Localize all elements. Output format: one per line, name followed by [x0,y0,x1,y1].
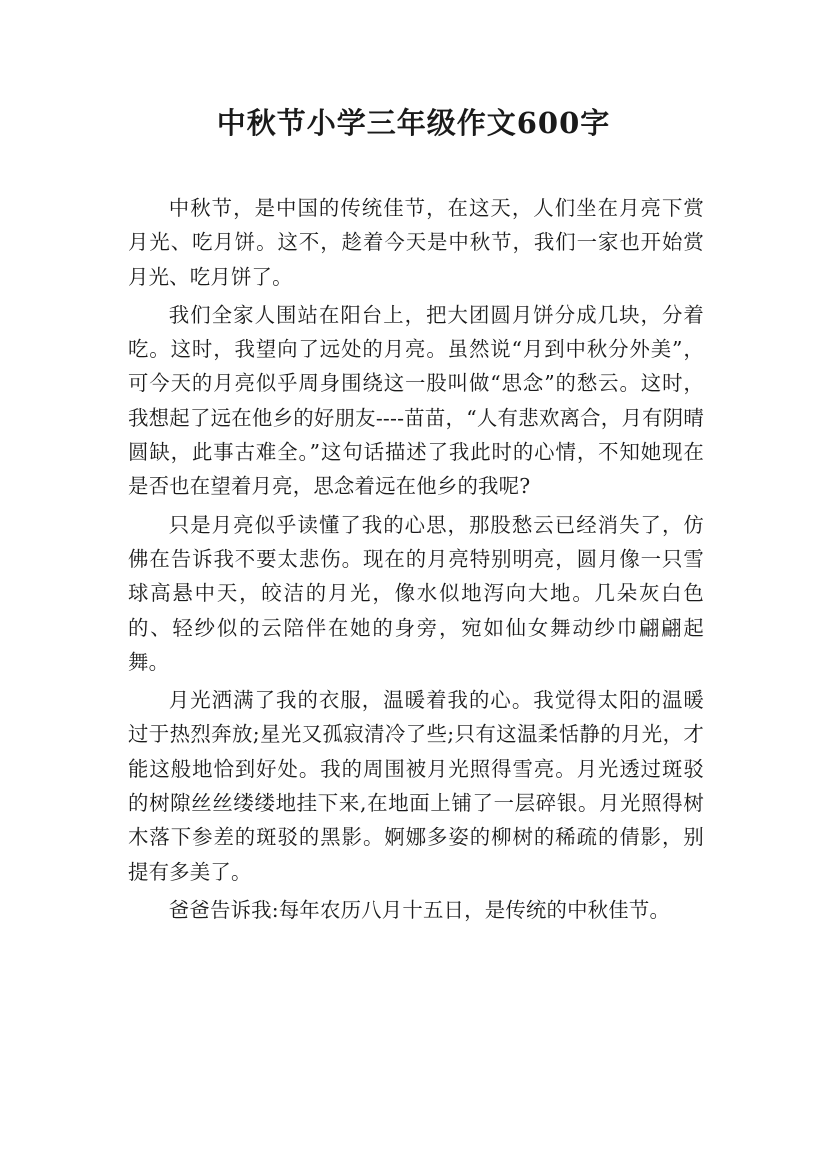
paragraph-1: 中秋节，是中国的传统佳节，在这天，人们坐在月亮下赏月光、吃月饼。这不，趁着今天是中秋节，我们一家也开始赏月光、吃月饼了。 [128,196,704,289]
paragraph-4: 月光洒满了我的衣服，温暖着我的心。我觉得太阳的温暖过于热烈奔放;星光又孤寂清冷了些;只有这温柔恬静的月光，才能这般地恰到好处。我的周围被月光照得雪亮。月光透过斑驳的树隙丝丝缕缕地挂下来,在地面上铺了一层碎银。月光照得树木落下参差的斑驳的黑影。婀娜多姿的柳树的稀疏的倩影，别提有多美了。 [128,688,704,884]
paragraph-2: 我们全家人围站在阳台上，把大团圆月饼分成几块，分着吃。这时，我望向了远处的月亮。虽然说“月到中秋分外美”，可今天的月亮似乎周身围绕这一股叫做“思念”的愁云。这时，我想起了远在他乡的好朋友----苗苗，“人有悲欢离合，月有阴晴圆缺，此事古难全。”这句话描述了我此时的心情，不知她现在是否也在望着月亮，思念着远在他乡的我呢? [128,302,704,499]
document-title: 中秋节小学三年级作文600字 [216,106,611,140]
paragraph-5: 爸爸告诉我:每年农历八月十五日，是传统的中秋佳节。 [168,897,671,922]
paragraph-3: 只是月亮似乎读懂了我的心思，那股愁云已经消失了，仿佛在告诉我不要太悲伤。现在的月亮特别明亮，圆月像一只雪球高悬中天，皎洁的月光，像水似地泻向大地。几朵灰白色的、轻纱似的云陪伴在她的身旁，宛如仙女舞动纱巾翩翩起舞。 [128,512,704,674]
document-body [128,191,704,931]
